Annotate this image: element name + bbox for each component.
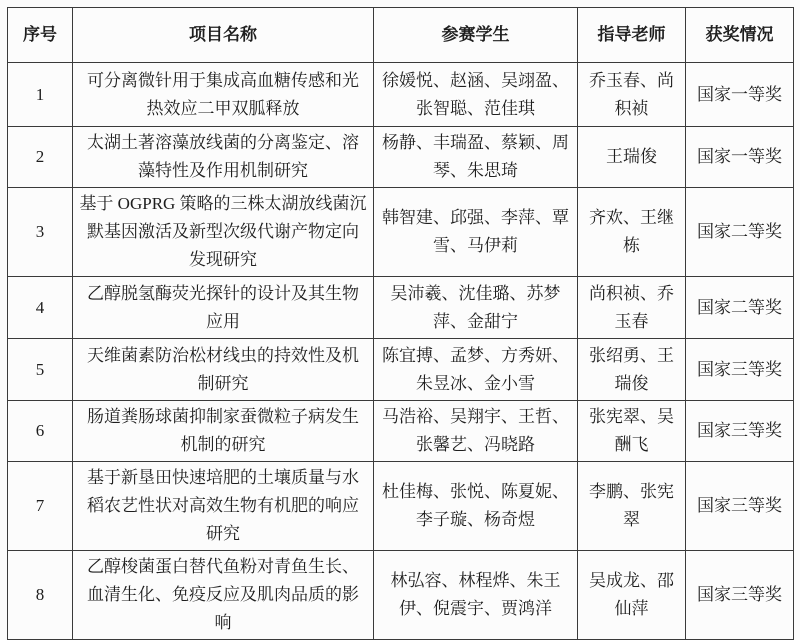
- project-name-cell: 肠道粪肠球菌抑制家蚕微粒子病发生机制的研究: [73, 401, 374, 462]
- table-row: [8, 277, 794, 339]
- teachers-cell: 尚积祯、乔玉春: [578, 277, 686, 339]
- table-row: [8, 551, 794, 640]
- teachers-cell: 李鹏、张宪翠: [578, 462, 686, 551]
- index-cell: 3: [8, 188, 73, 277]
- col-header-teachers: 指导老师: [578, 8, 686, 63]
- students-cell: 林弘容、林程烨、朱王伊、倪震宇、贾鸿洋: [374, 551, 578, 640]
- project-name-cell: 可分离微针用于集成高血糖传感和光热效应二甲双胍释放: [73, 63, 374, 127]
- teachers-cell: 齐欢、王继栋: [578, 188, 686, 277]
- header-row: [8, 8, 794, 63]
- col-header-project: 项目名称: [73, 8, 374, 63]
- index-cell: 7: [8, 462, 73, 551]
- students-cell: 徐媛悦、赵涵、吴翊盈、张智聪、范佳琪: [374, 63, 578, 127]
- teachers-cell: 张宪翠、吴酬飞: [578, 401, 686, 462]
- award-cell: 国家三等奖: [686, 339, 794, 401]
- award-cell: 国家二等奖: [686, 277, 794, 339]
- col-header-index: 序号: [8, 8, 73, 63]
- table-row: [8, 63, 794, 127]
- teachers-cell: 乔玉春、尚积祯: [578, 63, 686, 127]
- award-cell: 国家一等奖: [686, 127, 794, 188]
- index-cell: 5: [8, 339, 73, 401]
- index-cell: 6: [8, 401, 73, 462]
- awards-table: [7, 7, 794, 640]
- teachers-cell: 吴成龙、邵仙萍: [578, 551, 686, 640]
- table-row: [8, 462, 794, 551]
- students-cell: 韩智建、邱强、李萍、覃雪、马伊莉: [374, 188, 578, 277]
- table-body: [8, 63, 794, 640]
- index-cell: 2: [8, 127, 73, 188]
- award-cell: 国家三等奖: [686, 551, 794, 640]
- table-row: [8, 127, 794, 188]
- students-cell: 陈宜搏、孟梦、方秀妍、朱昱冰、金小雪: [374, 339, 578, 401]
- project-name-cell: 乙醇脱氢酶荧光探针的设计及其生物应用: [73, 277, 374, 339]
- students-cell: 杨静、丰瑞盈、蔡颖、周琴、朱思琦: [374, 127, 578, 188]
- students-cell: 马浩裕、吴翔宇、王哲、张馨艺、冯晓路: [374, 401, 578, 462]
- project-name-cell: 基于 OGPRG 策略的三株太湖放线菌沉默基因激活及新型次级代谢产物定向发现研究: [73, 188, 374, 277]
- award-cell: 国家二等奖: [686, 188, 794, 277]
- table-row: [8, 401, 794, 462]
- table-row: [8, 188, 794, 277]
- index-cell: 1: [8, 63, 73, 127]
- project-name-cell: 天维菌素防治松材线虫的持效性及机制研究: [73, 339, 374, 401]
- teachers-cell: 张绍勇、王瑞俊: [578, 339, 686, 401]
- teachers-cell: 王瑞俊: [578, 127, 686, 188]
- col-header-students: 参赛学生: [374, 8, 578, 63]
- students-cell: 吴沛羲、沈佳璐、苏梦萍、金甜宁: [374, 277, 578, 339]
- index-cell: 8: [8, 551, 73, 640]
- award-cell: 国家三等奖: [686, 401, 794, 462]
- table-header: [8, 8, 794, 63]
- students-cell: 杜佳梅、张悦、陈夏妮、李子璇、杨奇煜: [374, 462, 578, 551]
- project-name-cell: 太湖土著溶藻放线菌的分离鉴定、溶藻特性及作用机制研究: [73, 127, 374, 188]
- project-name-cell: 乙醇梭菌蛋白替代鱼粉对青鱼生长、血清生化、免疫反应及肌肉品质的影响: [73, 551, 374, 640]
- award-cell: 国家三等奖: [686, 462, 794, 551]
- col-header-award: 获奖情况: [686, 8, 794, 63]
- project-name-cell: 基于新垦田快速培肥的土壤质量与水稻农艺性状对高效生物有机肥的响应研究: [73, 462, 374, 551]
- award-cell: 国家一等奖: [686, 63, 794, 127]
- table-row: [8, 339, 794, 401]
- index-cell: 4: [8, 277, 73, 339]
